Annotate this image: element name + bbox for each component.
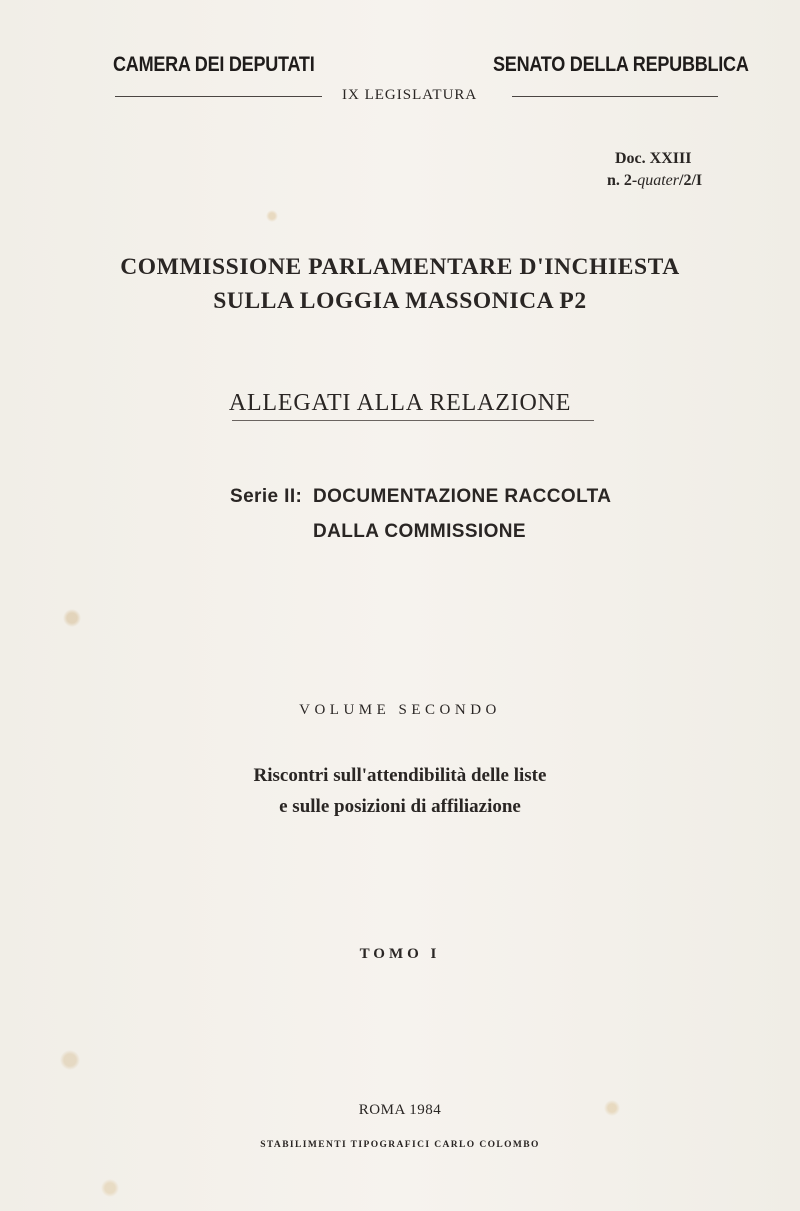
allegati-underline — [232, 420, 594, 421]
doc-subnumber-suffix: /2/I — [679, 172, 703, 189]
doc-subnumber-italic: quater — [637, 172, 680, 189]
commission-title-line2: SULLA LOGGIA MASSONICA P2 — [213, 288, 587, 314]
serie-title-line1: DOCUMENTAZIONE RACCOLTA — [313, 486, 612, 507]
volume-label: VOLUME SECONDO — [299, 702, 501, 718]
serie-label: Serie II: — [230, 486, 303, 507]
subtitle-line1: Riscontri sull'attendibilità delle liste — [253, 765, 547, 786]
doc-subnumber-prefix: n. 2- — [607, 172, 638, 189]
subtitle-line2: e sulle posizioni di affiliazione — [279, 796, 521, 817]
doc-number: Doc. XXIII — [615, 150, 692, 167]
printer-name: STABILIMENTI TIPOGRAFICI CARLO COLOMBO — [260, 1140, 540, 1150]
serie-title-line2: DALLA COMMISSIONE — [313, 521, 526, 542]
tomo-label: TOMO I — [359, 946, 441, 962]
allegati-title: ALLEGATI ALLA RELAZIONE — [228, 390, 572, 416]
header-senato: SENATO DELLA REPUBBLICA — [493, 53, 749, 76]
header-rule-left — [115, 96, 322, 97]
commission-title-line1: COMMISSIONE PARLAMENTARE D'INCHIESTA — [120, 254, 680, 280]
legislature-label: IX LEGISLATURA — [342, 87, 478, 103]
header-camera: CAMERA DEI DEPUTATI — [113, 53, 315, 76]
doc-subnumber — [607, 172, 702, 190]
header-rule-right — [512, 96, 718, 97]
place-year: ROMA 1984 — [358, 1102, 442, 1118]
